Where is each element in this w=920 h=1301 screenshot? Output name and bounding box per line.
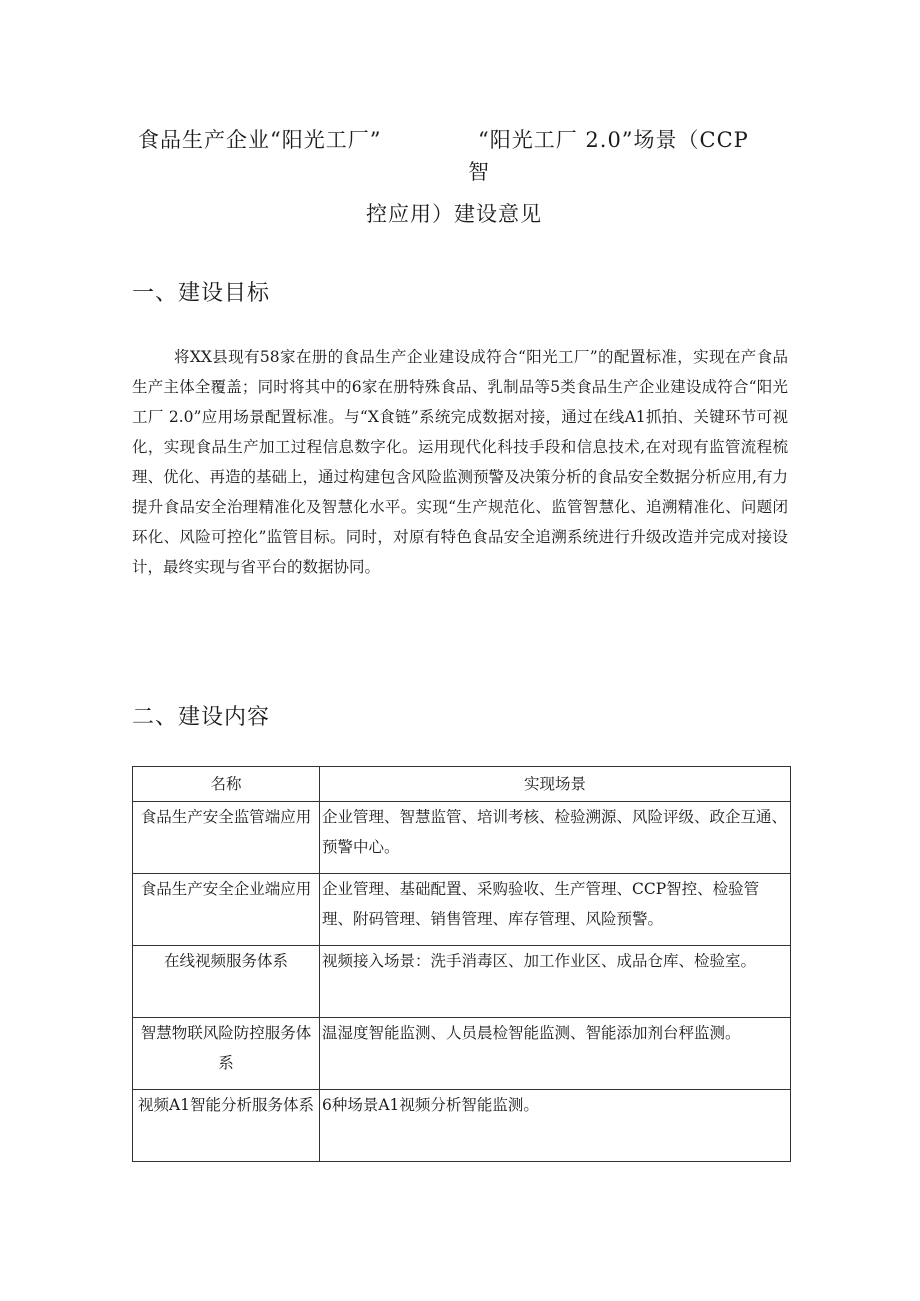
doc-title-part-1: 食品生产企业“阳光工厂” [138, 128, 382, 152]
table-row [133, 802, 791, 874]
table-row [133, 1018, 791, 1090]
header-name: 名称 [133, 767, 320, 802]
content-table [132, 766, 791, 1162]
row-scene: 6种场景A1视频分析智能监测。 [320, 1090, 791, 1162]
row-scene: 企业管理、基础配置、采购验收、生产管理、CCP智控、检验管理、附码管理、销售管理、库存管理、风险预警。 [320, 874, 791, 946]
section-heading-content: 二、建设内容 [132, 705, 271, 730]
row-name: 视频A1智能分析服务体系 [133, 1090, 320, 1162]
row-scene: 企业管理、智慧监管、培训考核、检验溯源、风险评级、政企互通、预警中心。 [320, 802, 791, 874]
doc-title-part-3: 智 [468, 160, 490, 184]
row-scene: 视频接入场景：洗手消毒区、加工作业区、成品仓库、检验室。 [320, 946, 791, 1018]
table-header-row [133, 767, 791, 802]
doc-title-part-2: “阳光工厂 2.0”场景（CCP [478, 128, 749, 152]
row-name: 食品生产安全企业端应用 [133, 874, 320, 946]
row-name: 在线视频服务体系 [133, 946, 320, 1018]
table-row [133, 946, 791, 1018]
section-heading-goals: 一、建设目标 [132, 281, 271, 306]
row-name: 智慧物联风险防控服务体系 [133, 1018, 320, 1090]
row-scene: 温湿度智能监测、人员晨检智能监测、智能添加剂台秤监测。 [320, 1018, 791, 1090]
header-scene: 实现场景 [320, 767, 791, 802]
table-row [133, 874, 791, 946]
goals-paragraph: 将XX县现有58家在册的食品生产企业建设成符合“阳光工厂”的配置标准，实现在产食品生产主体全覆盖；同时将其中的6家在册特殊食品、乳制品等5类食品生产企业建设成符合“阳光工厂 2.0”应用场景配置标准。与“X食链”系统完成数据对接，通过在线A1抓拍、关键环节可视化，实现食品生产加工过程信息数字化。运用现代化科技手段和信息技术,在对现有监管流程梳理、优化、再造的基础上，通过构建包含风险监测预警及决策分析的食品安全数据分析应用,有力提升食品安全治理精准化及智慧化水平。实现“生产规范化、监管智慧化、追溯精准化、问题闭环化、风险可控化”监管目标。同时，对原有特色食品安全追溯系统进行升级改造并完成对接设计，最终实现与省平台的数据协同。 [132, 348, 788, 576]
table-row [133, 1090, 791, 1162]
row-name: 食品生产安全监管端应用 [133, 802, 320, 874]
doc-title-part-4: 控应用）建设意见 [366, 202, 542, 226]
